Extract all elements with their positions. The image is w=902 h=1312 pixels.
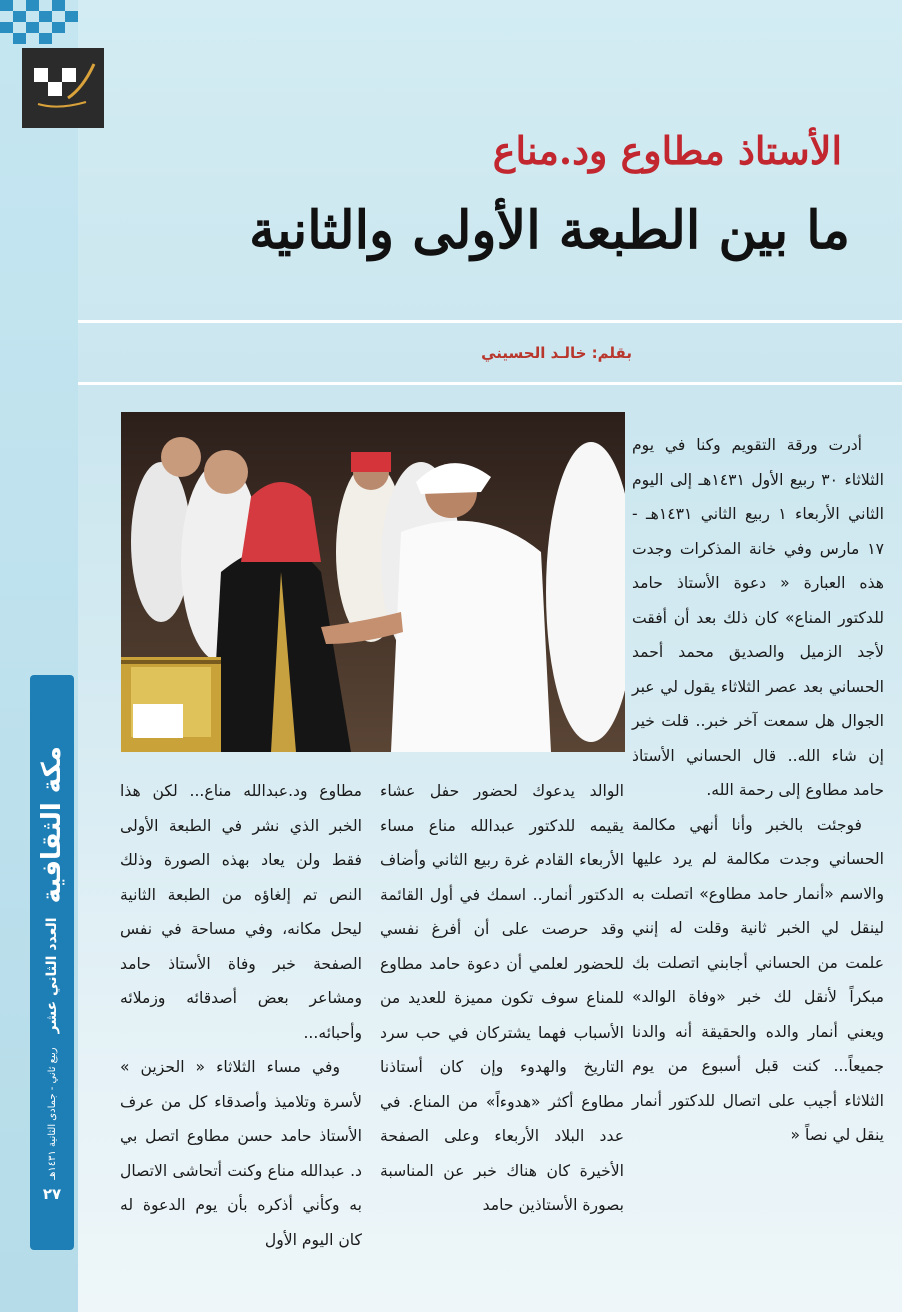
sidebar-issue-number: العدد الثاني عشر [44, 916, 60, 1033]
divider-bottom [78, 382, 902, 385]
divider-top [78, 320, 902, 323]
paragraph: وفي مساء الثلاثاء « الحزين » لأسرة وتلاميذ وأصدقاء كل من عرف الأستاذ حامد حسن مطاوع اتصل بي د. عبدالله مناع وكنت أتحاشى الاتصال به وكأني أذكره بأن يوم الدعوة له كان اليوم الأول [120, 1058, 362, 1249]
article-title-line1: الأستاذ مطاوع ود.مناع [492, 128, 842, 173]
article-title-line2: ما بين الطبعة الأولى والثانية [249, 200, 850, 261]
sidebar-issue-date: ربيع ثاني - جمادى الثانية ١٤٣١هـ [46, 1046, 58, 1180]
sidebar-magazine-name: مكة الثقافية [37, 745, 67, 903]
paragraph: فوجئت بالخبر وأنا أنهي مكالمة الحساني وجدت مكالمة لم يرد عليها والاسم «أنمار حامد مطاوع» اتصلت به لينقل لي الخبر ثانية وقلت له إنني علمت من الحساني أجابني اتصلت بك مبكراً لأنقل لك خبر «وفاة الوالد» ويعني أنمار والده والحقيقة أنه والدنا جميعاً... كنت قبل أسبوع من يوم الثلاثاء أجيب على اتصال للدكتور أنمار ينقل لي نصاً « [632, 815, 884, 1144]
paragraph: أدرت ورقة التقويم وكنا في يوم الثلاثاء ٣٠ ربيع الأول ١٤٣١هـ إلى اليوم الثاني الأربعاء ١ ربيع الثاني ١٤٣١هـ - ١٧ مارس وفي خانة المذكرات وجدت هذه العبارة « دعوة الأستاذ حامد للدكتور المناع» كان ذلك بعد أن أفقت لأجد الزميل والصديق محمد أحمد الحساني بعد عصر الثلاثاء يقول لي عبر الجوال هل سمعت آخر خبر.. قلت خير إن شاء الله.. قال الحساني الأستاذ حامد مطاوع إلى رحمة الله. [632, 436, 884, 799]
paragraph: مطاوع ود.عبدالله مناع... لكن هذا الخبر الذي نشر في الطبعة الأولى فقط ولن يعاد بهذه الصورة وذلك النص تم إلغاؤه من الطبعة الثانية ليحل مكانه، وفي مساحة في نفس الصفحة خبر وفاة الأستاذ حامد ومشاعر بعض أصدقائه وزملائه وأحبائه... [120, 782, 362, 1042]
sidebar-issue-label [30, 675, 74, 1250]
club-logo [22, 48, 104, 128]
page-number: ٢٧ [42, 1185, 62, 1203]
article-column-right [632, 428, 884, 1153]
handshake-photo-icon [121, 412, 625, 752]
article-byline: بقلم: خالـد الحسيني [481, 344, 632, 362]
checker-pattern [0, 0, 78, 46]
article-photo [121, 412, 625, 752]
article-column-middle [380, 774, 624, 1223]
article-column-left [120, 774, 362, 1257]
paragraph: الوالد يدعوك لحضور حفل عشاء يقيمه للدكتور عبدالله مناع مساء الأربعاء القادم غرة ربيع الثاني وأضاف الدكتور أنمار.. اسمك في أول القائمة وقد حرصت على أن أفرغ نفسي للحضور لعلمي أن دعوة حامد مطاوع للمناع سوف تكون مميزة للعديد من الأسباب فهما يشتركان في حب سرد التاريخ والهدوء وإن كان أستاذنا مطاوع أكثر «هدوءاً» من المناع. في عدد البلاد الأربعاء وعلى الصفحة الأخيرة كان هناك خبر عن المناسبة بصورة الأستاذين حامد [380, 782, 624, 1214]
logo-icon [28, 58, 98, 118]
